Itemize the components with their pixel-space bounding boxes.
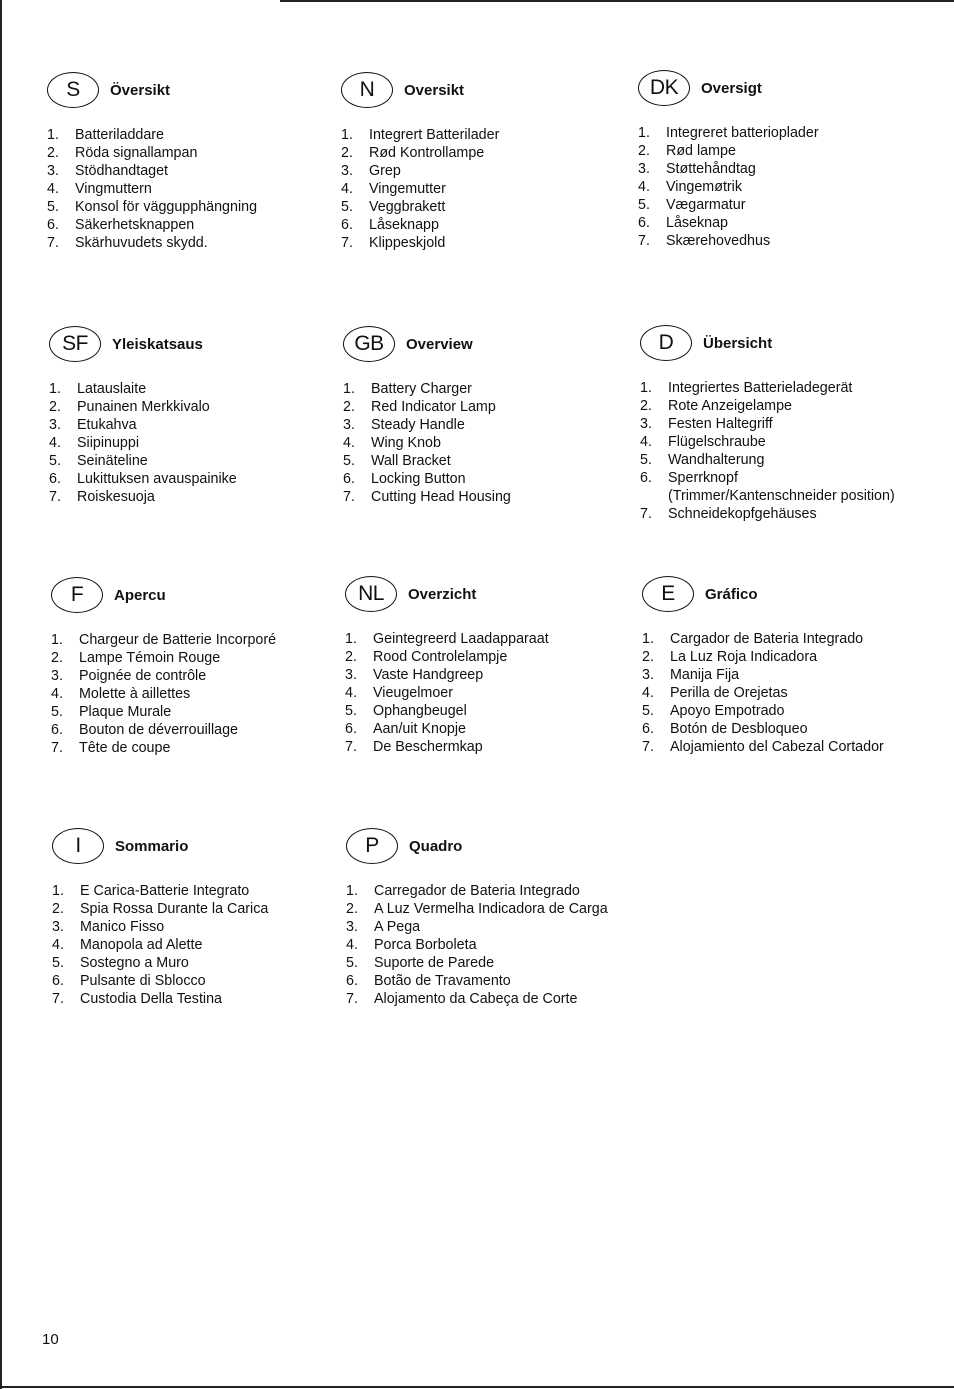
item-label: Lampe Témoin Rouge xyxy=(79,650,221,666)
item-label: Vingemøtrik xyxy=(666,179,743,195)
item-label: Wall Bracket xyxy=(371,453,451,469)
page-number: 10 xyxy=(42,1331,59,1348)
list-item xyxy=(346,954,636,972)
item-label: Rood Controlelampje xyxy=(373,649,508,665)
section-s xyxy=(47,72,337,252)
item-number: 4. xyxy=(51,686,63,702)
list-item xyxy=(341,144,631,162)
item-label: Perilla de Orejetas xyxy=(670,685,788,701)
list-item xyxy=(642,720,932,738)
item-number: 3. xyxy=(640,416,652,432)
item-number: 4. xyxy=(346,937,358,953)
item-label: Vaste Handgreep xyxy=(373,667,484,683)
item-label: Manija Fija xyxy=(670,667,740,683)
list-item xyxy=(346,900,636,918)
section-sf xyxy=(49,326,339,506)
item-label: Alojamento da Cabeça de Corte xyxy=(374,991,578,1007)
item-number: 2. xyxy=(49,399,61,415)
list-item xyxy=(49,452,339,470)
item-label: (Trimmer/Kantenschneider position) xyxy=(668,488,895,504)
item-number: 1. xyxy=(47,127,59,143)
item-number: 3. xyxy=(642,667,654,683)
list-item xyxy=(345,666,635,684)
item-label: Aan/uit Knopje xyxy=(373,721,466,737)
item-label: Punainen Merkkivalo xyxy=(77,399,210,415)
item-number: 3. xyxy=(341,163,353,179)
list-item xyxy=(51,649,341,667)
item-number: 6. xyxy=(341,217,353,233)
item-label: Säkerhetsknappen xyxy=(75,217,195,233)
item-label: La Luz Roja Indicadora xyxy=(670,649,818,665)
item-number: 5. xyxy=(52,955,64,971)
list-item xyxy=(341,126,631,144)
item-number: 4. xyxy=(52,937,64,953)
item-number: 7. xyxy=(47,235,59,251)
section-p xyxy=(346,828,636,1008)
item-label: A Luz Vermelha Indicadora de Carga xyxy=(374,901,608,917)
item-label: Skærehovedhus xyxy=(666,233,771,249)
item-number: 3. xyxy=(47,163,59,179)
item-number: 5. xyxy=(51,704,63,720)
section-heading xyxy=(640,325,930,365)
item-label: Integrert Batterilader xyxy=(369,127,500,143)
item-number: 7. xyxy=(638,233,650,249)
item-number: 3. xyxy=(49,417,61,433)
list-item xyxy=(52,972,342,990)
item-number: 6. xyxy=(640,470,652,486)
item-label: Seinäteline xyxy=(77,453,148,469)
list-item xyxy=(640,487,930,505)
item-label: De Beschermkap xyxy=(373,739,483,755)
list-item xyxy=(343,452,633,470)
country-code-badge: DK xyxy=(638,70,690,106)
section-heading xyxy=(638,70,928,110)
list-item xyxy=(638,214,928,232)
item-label: Etukahva xyxy=(77,417,137,433)
item-number: 3. xyxy=(346,919,358,935)
item-number: 2. xyxy=(52,901,64,917)
item-label: Vingmuttern xyxy=(75,181,152,197)
item-number: 3. xyxy=(638,161,650,177)
list-item xyxy=(343,398,633,416)
item-label: Integriertes Batterieladegerät xyxy=(668,380,853,396)
section-heading xyxy=(51,577,341,617)
parts-list xyxy=(638,124,928,250)
section-title: Översikt xyxy=(110,82,171,99)
parts-list xyxy=(640,379,930,523)
list-item xyxy=(51,721,341,739)
list-item xyxy=(638,160,928,178)
parts-list xyxy=(343,380,633,506)
list-item xyxy=(47,180,337,198)
item-label: Grep xyxy=(369,163,401,179)
item-number: 7. xyxy=(51,740,63,756)
list-item xyxy=(345,648,635,666)
item-number: 7. xyxy=(343,489,355,505)
item-label: Støttehåndtag xyxy=(666,161,756,177)
list-item xyxy=(345,684,635,702)
list-item xyxy=(640,451,930,469)
item-number: 2. xyxy=(343,399,355,415)
item-number: 7. xyxy=(345,739,357,755)
item-label: Vieugelmoer xyxy=(373,685,454,701)
section-title: Oversikt xyxy=(404,82,465,99)
item-label: Flügelschraube xyxy=(668,434,766,450)
list-item xyxy=(638,232,928,250)
item-label: Vingemutter xyxy=(369,181,446,197)
section-f xyxy=(51,577,341,757)
list-item xyxy=(49,380,339,398)
item-number: 2. xyxy=(640,398,652,414)
item-number: 7. xyxy=(341,235,353,251)
item-number: 4. xyxy=(642,685,654,701)
list-item xyxy=(47,162,337,180)
list-item xyxy=(341,180,631,198)
item-number: 5. xyxy=(640,452,652,468)
list-item xyxy=(345,702,635,720)
section-title: Overview xyxy=(406,336,473,353)
item-label: Rote Anzeigelampe xyxy=(668,398,792,414)
list-item xyxy=(343,434,633,452)
item-number: 3. xyxy=(345,667,357,683)
item-number: 4. xyxy=(47,181,59,197)
item-number: 6. xyxy=(49,471,61,487)
item-number: 2. xyxy=(345,649,357,665)
list-item xyxy=(47,234,337,252)
item-number: 7. xyxy=(49,489,61,505)
item-label: Red Indicator Lamp xyxy=(371,399,496,415)
section-heading xyxy=(52,828,342,868)
item-number: 4. xyxy=(640,434,652,450)
country-code-badge: S xyxy=(47,72,99,108)
item-number: 6. xyxy=(52,973,64,989)
list-item xyxy=(51,703,341,721)
list-item xyxy=(341,198,631,216)
country-code-badge: SF xyxy=(49,326,101,362)
list-item xyxy=(640,397,930,415)
item-number: 7. xyxy=(52,991,64,1007)
item-label: Röda signallampan xyxy=(75,145,198,161)
item-number: 1. xyxy=(642,631,654,647)
item-label: Cutting Head Housing xyxy=(371,489,511,505)
country-code-badge: I xyxy=(52,828,104,864)
list-item xyxy=(47,198,337,216)
item-number: 4. xyxy=(49,435,61,451)
item-label: Steady Handle xyxy=(371,417,465,433)
section-dk xyxy=(638,70,928,250)
item-label: Klippeskjold xyxy=(369,235,446,251)
item-label: E Carica-Batterie Integrato xyxy=(80,883,250,899)
list-item xyxy=(346,936,636,954)
parts-list xyxy=(341,126,631,252)
section-title: Sommario xyxy=(115,838,189,855)
item-number: 5. xyxy=(346,955,358,971)
item-number: 3. xyxy=(51,668,63,684)
item-number: 2. xyxy=(341,145,353,161)
item-number: 6. xyxy=(345,721,357,737)
item-label: Suporte de Parede xyxy=(374,955,495,971)
item-label: Ophangbeugel xyxy=(373,703,467,719)
country-code-badge: P xyxy=(346,828,398,864)
item-label: Låseknapp xyxy=(369,217,439,233)
section-heading xyxy=(343,326,633,366)
item-label: Veggbrakett xyxy=(369,199,446,215)
list-item xyxy=(640,379,930,397)
section-d xyxy=(640,325,930,523)
item-number: 5. xyxy=(343,453,355,469)
section-heading xyxy=(341,72,631,112)
list-item xyxy=(51,667,341,685)
item-label: Vægarmatur xyxy=(666,197,746,213)
item-number: 1. xyxy=(638,125,650,141)
list-item xyxy=(51,631,341,649)
item-number: 1. xyxy=(640,380,652,396)
list-item xyxy=(341,216,631,234)
list-item xyxy=(640,505,930,523)
item-label: Battery Charger xyxy=(371,381,472,397)
item-number: 7. xyxy=(640,506,652,522)
list-item xyxy=(638,142,928,160)
item-number: 5. xyxy=(49,453,61,469)
item-number: 2. xyxy=(47,145,59,161)
list-item xyxy=(642,684,932,702)
item-number: 1. xyxy=(52,883,64,899)
section-title: Oversigt xyxy=(701,80,762,97)
item-label: Custodia Della Testina xyxy=(80,991,222,1007)
item-label: Låseknap xyxy=(666,215,729,231)
item-label: Sostegno a Muro xyxy=(80,955,189,971)
list-item xyxy=(49,416,339,434)
parts-list xyxy=(51,631,341,757)
parts-list xyxy=(345,630,635,756)
item-number: 5. xyxy=(47,199,59,215)
item-label: Skärhuvudets skydd. xyxy=(75,235,208,251)
item-label: Schneidekopfgehäuses xyxy=(668,506,817,522)
item-label: Locking Button xyxy=(371,471,466,487)
item-label: Bouton de déverrouillage xyxy=(79,722,238,738)
item-label: Manopola ad Alette xyxy=(80,937,203,953)
item-label: Botón de Desbloqueo xyxy=(670,721,808,737)
item-label: Manico Fisso xyxy=(80,919,165,935)
item-number: 2. xyxy=(346,901,358,917)
parts-list xyxy=(49,380,339,506)
parts-list xyxy=(52,882,342,1008)
item-number: 4. xyxy=(341,181,353,197)
item-label: Wandhalterung xyxy=(668,452,765,468)
list-item xyxy=(642,702,932,720)
item-label: Alojamiento del Cabezal Cortador xyxy=(670,739,884,755)
list-item xyxy=(343,488,633,506)
section-title: Yleiskatsaus xyxy=(112,336,203,353)
item-label: Apoyo Empotrado xyxy=(670,703,785,719)
country-code-badge: N xyxy=(341,72,393,108)
item-label: Integreret batterioplader xyxy=(666,125,819,141)
item-number: 1. xyxy=(343,381,355,397)
list-item xyxy=(345,630,635,648)
list-item xyxy=(640,415,930,433)
section-nl xyxy=(345,576,635,756)
item-label: Batteriladdare xyxy=(75,127,165,143)
list-item xyxy=(47,126,337,144)
list-item xyxy=(638,196,928,214)
item-number: 5. xyxy=(341,199,353,215)
list-item xyxy=(346,972,636,990)
list-item xyxy=(640,469,930,487)
list-item xyxy=(341,162,631,180)
list-item xyxy=(49,434,339,452)
item-label: A Pega xyxy=(374,919,421,935)
list-item xyxy=(52,882,342,900)
parts-list xyxy=(642,630,932,756)
list-item xyxy=(346,918,636,936)
list-item xyxy=(47,216,337,234)
item-label: Molette à aillettes xyxy=(79,686,191,702)
list-item xyxy=(343,380,633,398)
list-item xyxy=(51,739,341,757)
list-item xyxy=(49,488,339,506)
list-item xyxy=(52,936,342,954)
bottom-rule xyxy=(0,1386,954,1388)
section-title: Apercu xyxy=(114,587,166,604)
country-code-badge: D xyxy=(640,325,692,361)
list-item xyxy=(642,648,932,666)
list-item xyxy=(52,918,342,936)
item-label: Stödhandtaget xyxy=(75,163,169,179)
section-title: Quadro xyxy=(409,838,463,855)
section-heading xyxy=(642,576,932,616)
item-number: 2. xyxy=(638,143,650,159)
item-number: 7. xyxy=(642,739,654,755)
list-item xyxy=(640,433,930,451)
section-heading xyxy=(345,576,635,616)
item-label: Wing Knob xyxy=(371,435,441,451)
section-e xyxy=(642,576,932,756)
section-title: Gráfico xyxy=(705,586,758,603)
section-i xyxy=(52,828,342,1008)
item-number: 3. xyxy=(52,919,64,935)
list-item xyxy=(341,234,631,252)
country-code-badge: NL xyxy=(345,576,397,612)
country-code-badge: GB xyxy=(343,326,395,362)
item-label: Porca Borboleta xyxy=(374,937,477,953)
item-label: Konsol för väggupphängning xyxy=(75,199,258,215)
country-code-badge: E xyxy=(642,576,694,612)
country-code-badge: F xyxy=(51,577,103,613)
section-heading xyxy=(49,326,339,366)
item-number: 5. xyxy=(642,703,654,719)
item-number: 1. xyxy=(346,883,358,899)
item-number: 6. xyxy=(51,722,63,738)
item-number: 4. xyxy=(638,179,650,195)
item-label: Latauslaite xyxy=(77,381,147,397)
left-rule xyxy=(0,0,2,1389)
list-item xyxy=(47,144,337,162)
item-label: Spia Rossa Durante la Carica xyxy=(80,901,269,917)
section-title: Übersicht xyxy=(703,335,773,352)
top-rule xyxy=(280,0,954,2)
list-item xyxy=(642,666,932,684)
item-label: Plaque Murale xyxy=(79,704,172,720)
item-number: 2. xyxy=(642,649,654,665)
item-number: 1. xyxy=(341,127,353,143)
item-number: 2. xyxy=(51,650,63,666)
item-label: Festen Haltegriff xyxy=(668,416,773,432)
item-label: Cargador de Bateria Integrado xyxy=(670,631,864,647)
section-title: Overzicht xyxy=(408,586,477,603)
list-item xyxy=(638,124,928,142)
item-number: 6. xyxy=(346,973,358,989)
item-number: 6. xyxy=(343,471,355,487)
list-item xyxy=(638,178,928,196)
list-item xyxy=(52,900,342,918)
item-number: 5. xyxy=(638,197,650,213)
section-heading xyxy=(47,72,337,112)
item-number: 6. xyxy=(638,215,650,231)
list-item xyxy=(343,470,633,488)
list-item xyxy=(49,398,339,416)
parts-list xyxy=(47,126,337,252)
item-label: Poignée de contrôle xyxy=(79,668,207,684)
item-number: 6. xyxy=(47,217,59,233)
item-label: Carregador de Bateria Integrado xyxy=(374,883,580,899)
list-item xyxy=(52,954,342,972)
list-item xyxy=(51,685,341,703)
parts-list xyxy=(346,882,636,1008)
section-heading xyxy=(346,828,636,868)
list-item xyxy=(346,882,636,900)
item-label: Sperrknopf xyxy=(668,470,738,486)
item-label: Rød Kontrollampe xyxy=(369,145,485,161)
item-label: Pulsante di Sblocco xyxy=(80,973,206,989)
list-item xyxy=(49,470,339,488)
item-label: Rød lampe xyxy=(666,143,736,159)
item-number: 1. xyxy=(49,381,61,397)
item-label: Roiskesuoja xyxy=(77,489,155,505)
list-item xyxy=(345,738,635,756)
item-number: 5. xyxy=(345,703,357,719)
item-number: 4. xyxy=(343,435,355,451)
item-number: 1. xyxy=(345,631,357,647)
list-item xyxy=(343,416,633,434)
list-item xyxy=(346,990,636,1008)
item-label: Chargeur de Batterie Incorporé xyxy=(79,632,277,648)
item-label: Botão de Travamento xyxy=(374,973,511,989)
item-number: 7. xyxy=(346,991,358,1007)
list-item xyxy=(642,738,932,756)
list-item xyxy=(642,630,932,648)
list-item xyxy=(52,990,342,1008)
item-label: Geintegreerd Laadapparaat xyxy=(373,631,549,647)
item-number: 3. xyxy=(343,417,355,433)
item-number: 1. xyxy=(51,632,63,648)
section-gb xyxy=(343,326,633,506)
item-label: Lukittuksen avauspainike xyxy=(77,471,237,487)
item-label: Siipinuppi xyxy=(77,435,139,451)
list-item xyxy=(345,720,635,738)
item-label: Tête de coupe xyxy=(79,740,171,756)
item-number: 4. xyxy=(345,685,357,701)
item-number: 6. xyxy=(642,721,654,737)
section-n xyxy=(341,72,631,252)
